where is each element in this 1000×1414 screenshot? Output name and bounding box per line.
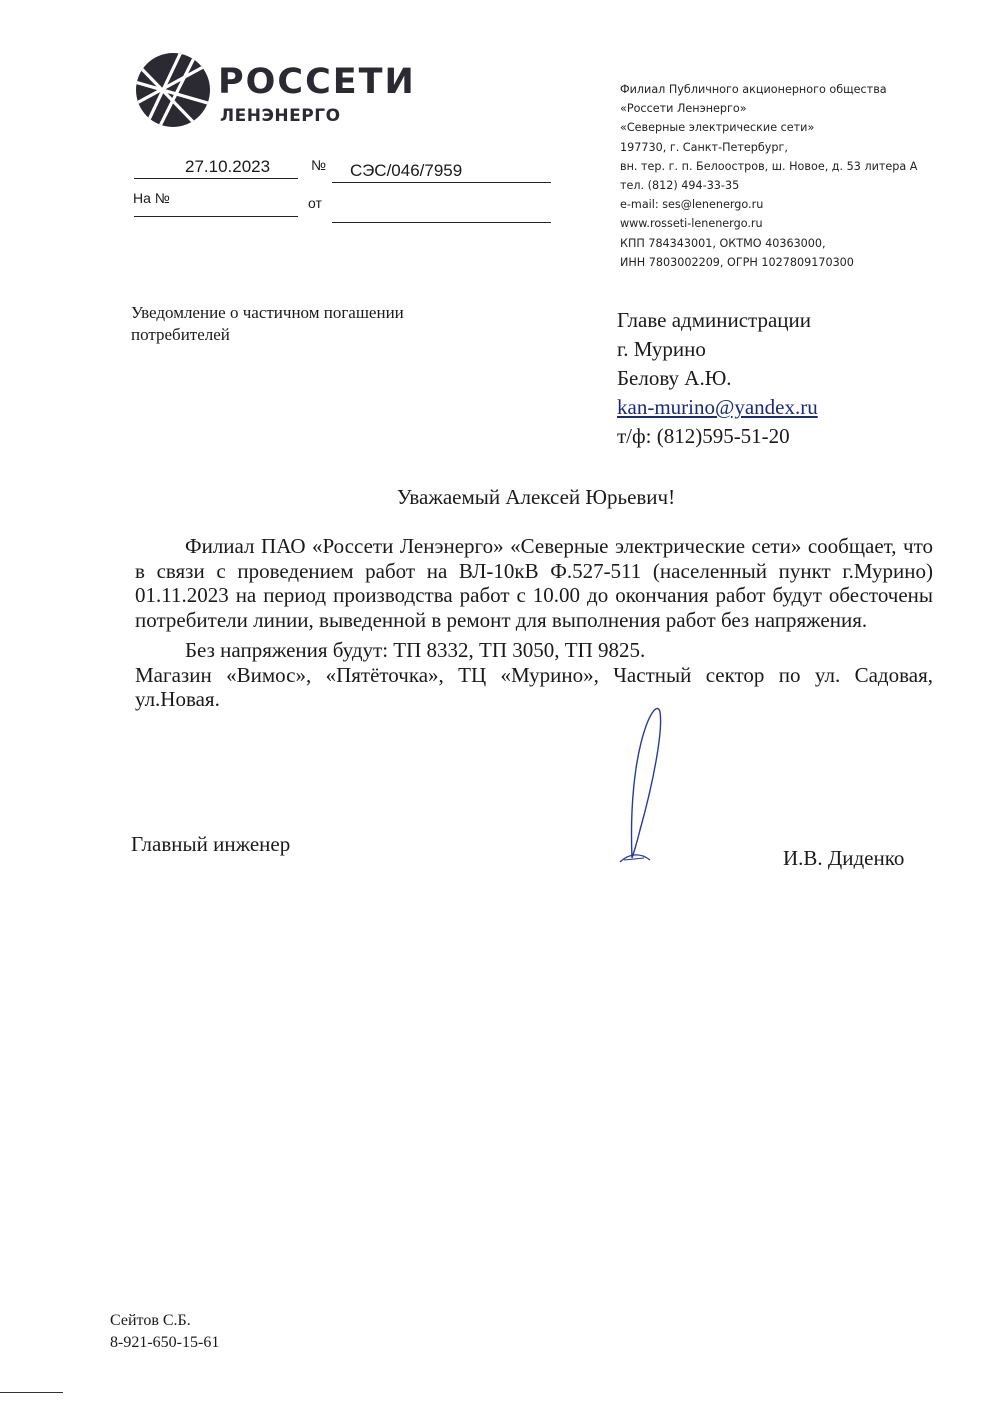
body-paragraph: Магазин «Вимос», «Пятёточка», ТЦ «Мурино», Частный сектор по ул. Садовая, ул.Новая. [135,662,933,711]
org-line: тел. (812) 494-33-35 [620,179,740,193]
from-label: от [308,195,322,211]
footer-divider [0,1392,63,1393]
org-line: «Россети Ленэнерго» [620,102,747,116]
number-label: № [311,157,327,173]
body-paragraph: Филиал ПАО «Россети Ленэнерго» «Северные электрические сети» сообщает, что в связи с проведением работ на ВЛ-10кВ Ф.527-511 (населенный пункт г.Мурино) 01.11.2023 на период производства работ с 10.00 до окончания работ будут обесточены потребители линии, выведенной в ремонт для выполнения работ без напряжения. [135,534,933,632]
executor-name: Сейтов С.Б. [110,1312,191,1329]
reference-line [134,196,298,217]
document-date: 27.10.2023 [185,157,271,176]
addressee-position: Главе администрации [617,308,812,332]
brand-name: РОССЕТИ [218,62,416,102]
addressee-email-link[interactable]: kan-murino@yandex.ru [617,395,818,419]
document-number: СЭС/046/7959 [350,161,463,180]
brand-subtitle: ЛЕНЭНЕРГО [220,106,341,126]
org-line: Филиал Публичного акционерного общества [620,83,887,96]
org-line: 197730, г. Санкт-Петербург, [620,140,788,154]
signatory-name: И.В. Диденко [783,846,905,870]
letter-body [135,534,933,712]
organization-details [620,80,920,272]
from-line [332,202,551,223]
org-line: www.rosseti-lenenergo.ru [620,217,763,231]
executor-phone: 8-921-650-15-61 [110,1334,220,1351]
executor-block [110,1310,219,1354]
reference-label: На № [133,190,170,206]
greeting: Уважаемый Алексей Юрьевич! [396,485,676,509]
addressee-block [617,306,818,451]
rosseti-logo-icon [135,52,211,128]
org-line: e-mail: ses@lenenergo.ru [620,198,764,212]
addressee-name: Белову А.Ю. [617,366,732,390]
addressee-city: г. Мурино [617,337,706,361]
body-paragraph: Без напряжения будут: ТП 8332, ТП 3050, ТП 9825. [185,638,646,662]
handwritten-signature [610,690,680,870]
org-line: вн. тер. г. п. Белоостров, ш. Новое, д. 53 литера А [620,159,918,173]
org-line: КПП 784343001, ОКТМО 40363000, [620,236,826,250]
addressee-phone: т/ф: (812)595-51-20 [617,424,790,448]
org-line: «Северные электрические сети» [620,121,815,135]
org-line: ИНН 7803002209, ОГРН 1027809170300 [620,255,854,269]
letter-subject: Уведомление о частичном погашении потребителей [131,303,404,344]
signatory-title: Главный инженер [131,832,291,856]
